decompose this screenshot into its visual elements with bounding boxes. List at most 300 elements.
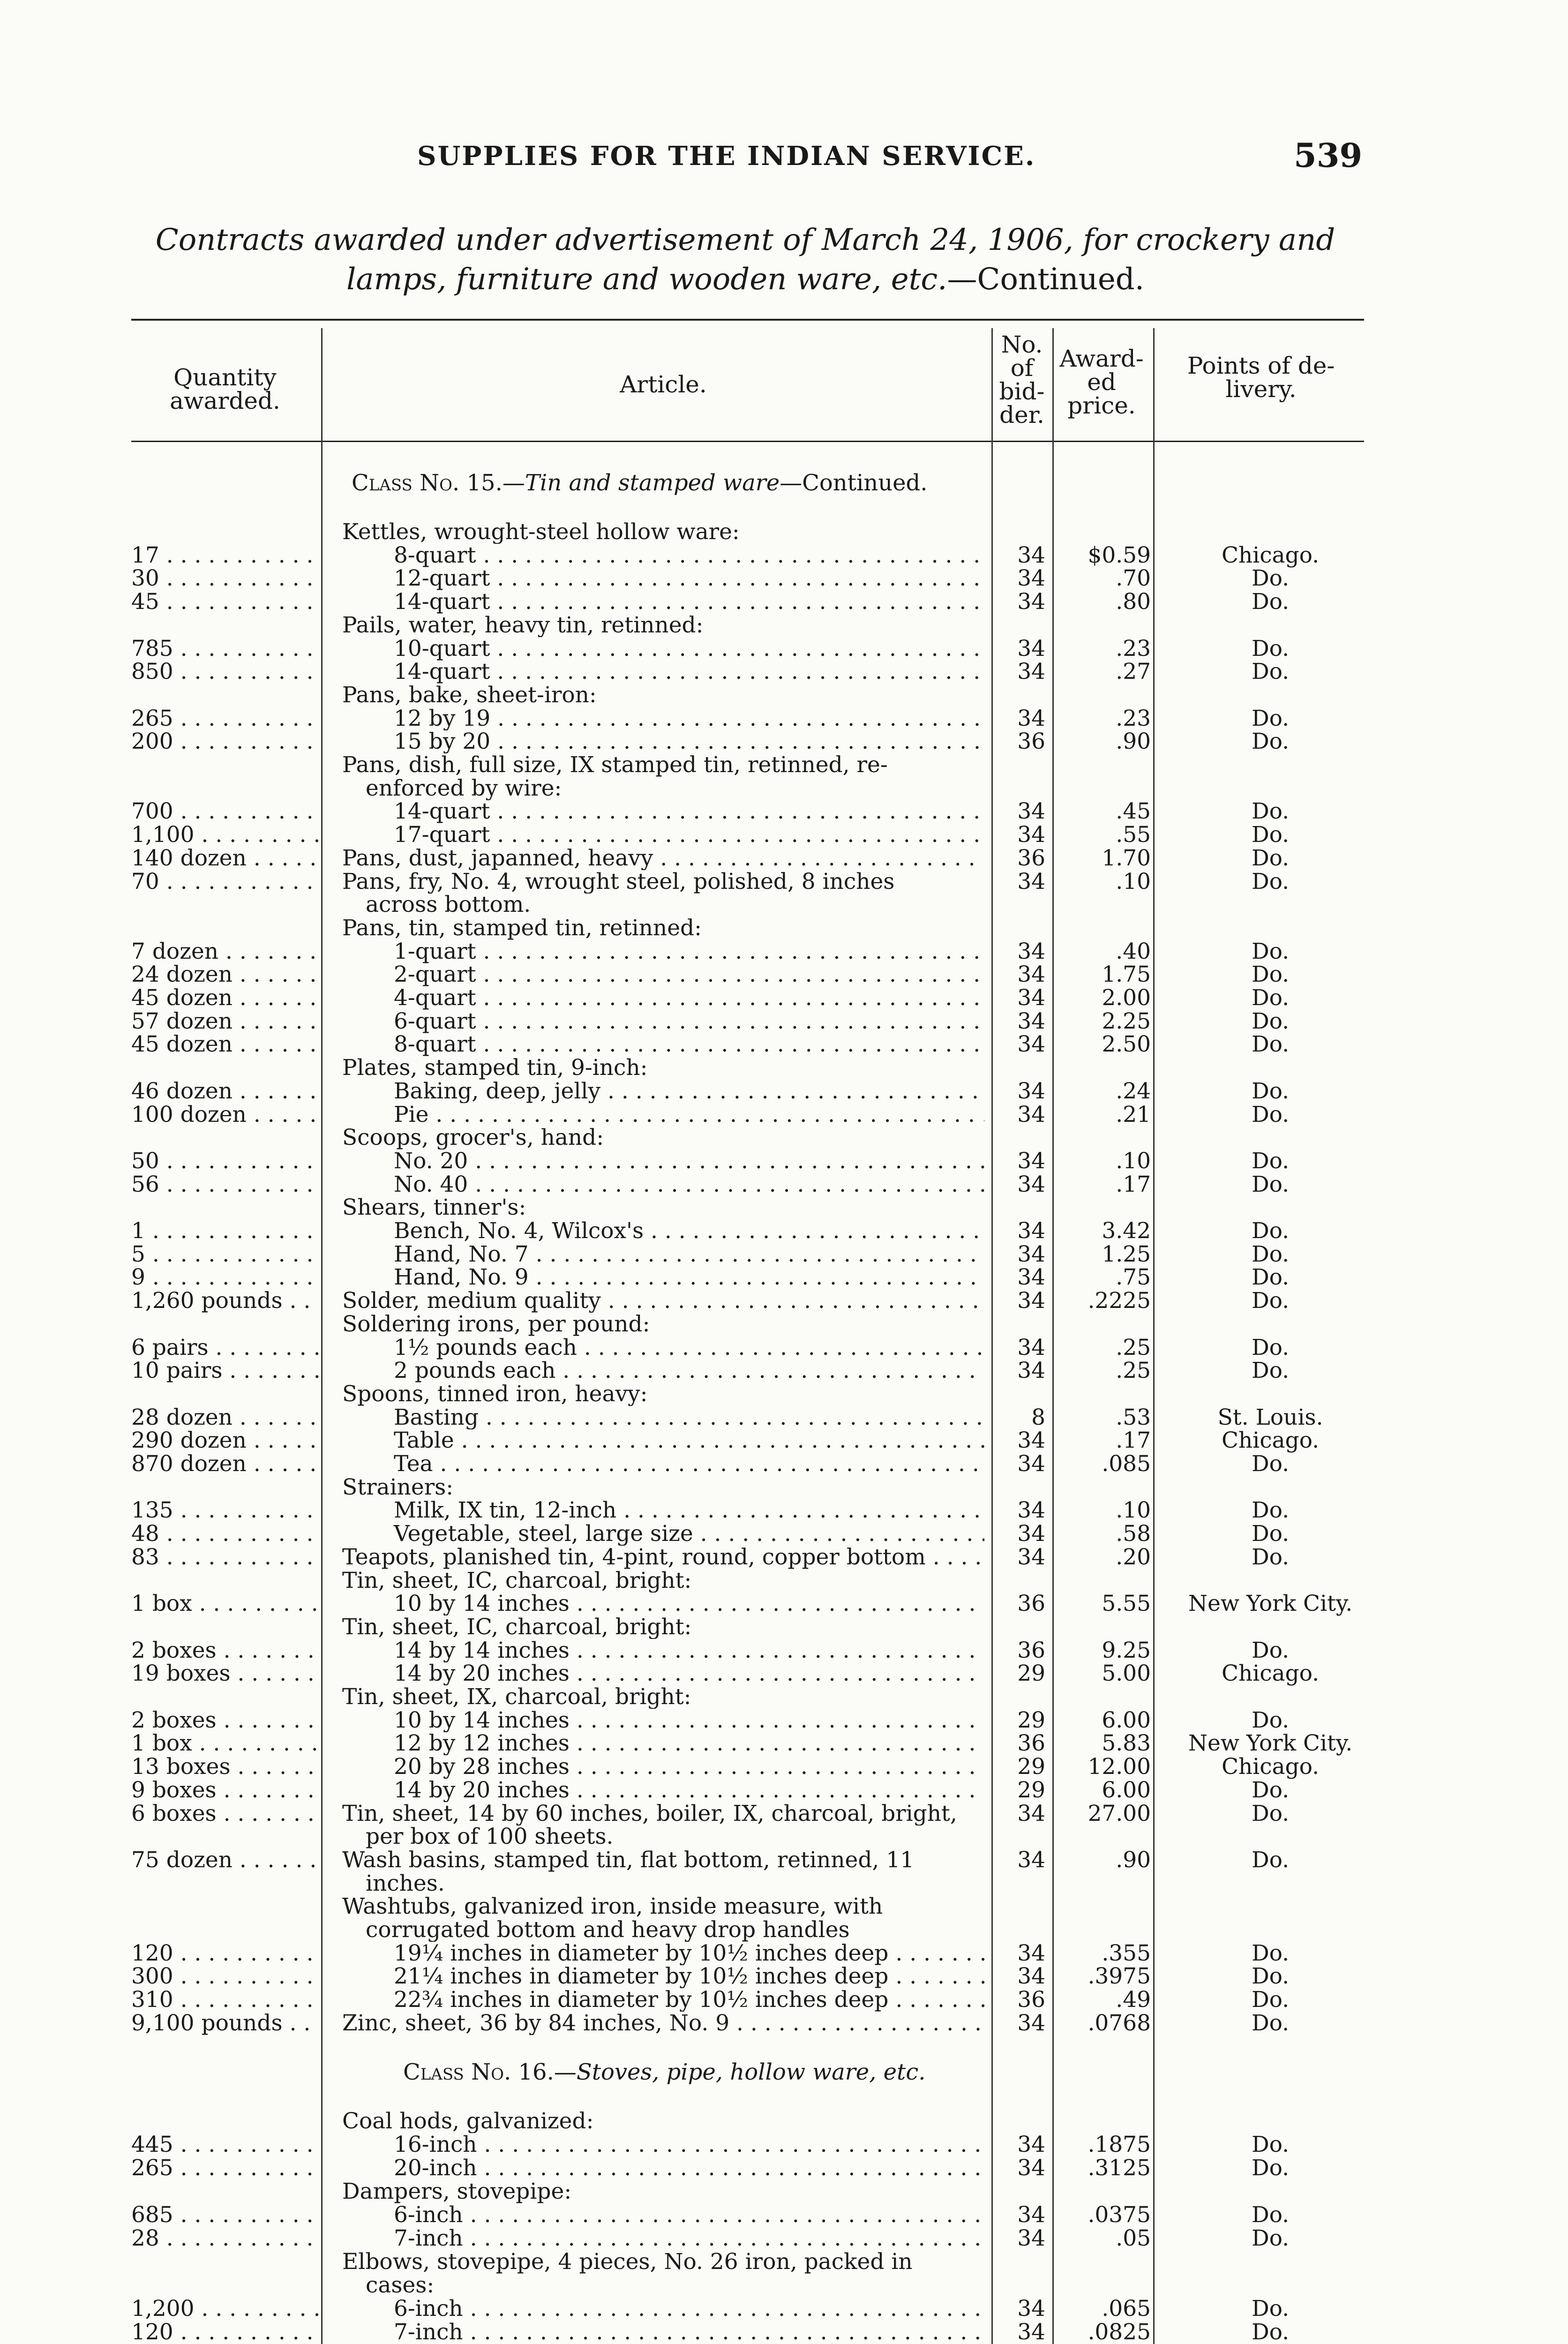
bidder-cell: 34: [1017, 938, 1045, 964]
price-cell: .53: [1116, 1404, 1151, 1430]
price-cell: .20: [1116, 1544, 1151, 1570]
class-15-suffix: —Continued.: [780, 470, 928, 496]
delivery-cell: Do.: [1251, 868, 1290, 894]
article-cell: 12 by 19 . . .: [342, 707, 984, 730]
article-cell: 2 pounds each . . .: [342, 1359, 984, 1382]
delivery-cell: Do.: [1251, 985, 1290, 1011]
price-cell: .25: [1116, 1334, 1151, 1360]
bidder-cell: 34: [1017, 2296, 1045, 2321]
bidder-cell: 34: [1017, 1008, 1045, 1034]
article-cell: across bottom.: [366, 893, 531, 917]
price-cell: .23: [1116, 705, 1151, 731]
bidder-cell: 34: [1017, 1171, 1045, 1197]
quantity-cell: 9 boxes . . .: [131, 1779, 319, 1802]
table-row: [0, 1825, 1568, 1848]
col-header-price: Award-ed price.: [1059, 345, 1144, 419]
quantity-cell: 5 . . .: [131, 1243, 319, 1266]
article-cell: Plates, stamped tin, 9-inch:: [342, 1056, 648, 1080]
quantity-cell: 265 . . .: [131, 2156, 319, 2180]
article-cell: 20 by 28 inches . . .: [342, 1755, 984, 1779]
delivery-cell: Do.: [1251, 1637, 1290, 1663]
price-cell: .05: [1116, 2225, 1151, 2251]
table-row: [0, 1010, 1568, 1033]
article-cell: Washtubs, galvanized iron, inside measure, with: [342, 1895, 883, 1919]
article-cell: corrugated bottom and heavy drop handles: [366, 1918, 850, 1942]
price-cell: .2225: [1088, 1288, 1151, 1314]
bidder-cell: 34: [1017, 1078, 1045, 1104]
table-row: [0, 1546, 1568, 1569]
table-row: [0, 1289, 1568, 1313]
price-cell: .40: [1116, 938, 1151, 964]
price-cell: .0825: [1088, 2319, 1151, 2344]
quantity-cell: 140 dozen . . .: [131, 847, 319, 870]
bidder-cell: 34: [1017, 1334, 1045, 1360]
table-row: [0, 1080, 1568, 1103]
quantity-cell: 48 . . .: [131, 1522, 319, 1546]
article-cell: Tin, sheet, IX, charcoal, bright:: [342, 1685, 691, 1709]
article-cell: per box of 100 sheets.: [366, 1825, 614, 1849]
article-cell: cases:: [366, 2274, 435, 2297]
table-row: [0, 1196, 1568, 1219]
price-cell: 9.25: [1102, 1637, 1151, 1663]
quantity-cell: 9,100 pounds . . .: [131, 2012, 319, 2035]
article-cell: 16-inch . . .: [342, 2133, 984, 2156]
delivery-cell: Chicago.: [1221, 542, 1320, 568]
table-row: [0, 637, 1568, 661]
bidder-cell: 34: [1017, 1288, 1045, 1314]
bidder-cell: 34: [1017, 1241, 1045, 1267]
table-row: [0, 1755, 1568, 1779]
table-row: [0, 777, 1568, 800]
article-cell: Dampers, stovepipe:: [342, 2180, 572, 2203]
delivery-cell: Do.: [1251, 2296, 1290, 2321]
quantity-cell: 45 dozen . . .: [131, 986, 319, 1010]
article-cell: Table . . .: [342, 1429, 984, 1452]
delivery-cell: Do.: [1251, 2319, 1290, 2344]
class-16-label: Class No. 16.—: [403, 2059, 577, 2085]
table-row: [0, 544, 1568, 567]
delivery-cell: Do.: [1251, 1148, 1290, 1174]
col-header-article: Article.: [620, 371, 707, 398]
article-cell: Pans, tin, stamped tin, retinned:: [342, 916, 702, 940]
delivery-cell: Do.: [1251, 1777, 1290, 1803]
quantity-cell: 6 boxes . . .: [131, 1802, 319, 1826]
delivery-cell: Do.: [1251, 1451, 1290, 1477]
price-cell: $0.59: [1088, 542, 1151, 568]
quantity-cell: 75 dozen . . .: [131, 1848, 319, 1872]
article-cell: 12-quart . . .: [342, 567, 984, 590]
bidder-cell: 29: [1017, 1754, 1045, 1780]
delivery-cell: Do.: [1251, 1940, 1290, 1966]
quantity-cell: 300 . . .: [131, 1965, 319, 1988]
table-row: [0, 870, 1568, 894]
table-row: [0, 1406, 1568, 1429]
delivery-cell: New York City.: [1188, 1591, 1353, 1617]
article-cell: No. 20 . . .: [342, 1149, 984, 1173]
quantity-cell: 1 box . . .: [131, 1592, 319, 1615]
article-cell: Hand, No. 7 . . .: [342, 1243, 984, 1266]
article-cell: 6-quart . . .: [342, 1010, 984, 1033]
bidder-cell: 8: [1031, 1404, 1045, 1430]
article-cell: Baking, deep, jelly . . .: [342, 1080, 984, 1103]
price-cell: .21: [1116, 1101, 1151, 1127]
delivery-cell: Do.: [1251, 1521, 1290, 1547]
table-row: [0, 2227, 1568, 2250]
article-cell: enforced by wire:: [366, 776, 562, 800]
quantity-cell: 2 boxes . . .: [131, 1639, 319, 1662]
bidder-cell: 34: [1017, 868, 1045, 894]
bidder-cell: 34: [1017, 1497, 1045, 1524]
col-header-quantity: Quantity awarded.: [170, 364, 280, 414]
article-cell: 10 by 14 inches . . .: [342, 1709, 984, 1732]
table-caption: [131, 220, 1359, 299]
article-cell: 8-quart . . .: [342, 1033, 984, 1056]
price-cell: .45: [1116, 798, 1151, 825]
article-cell: inches.: [366, 1871, 445, 1895]
price-cell: .23: [1116, 635, 1151, 661]
table-row: [0, 660, 1568, 684]
price-cell: 1.25: [1102, 1241, 1151, 1267]
delivery-cell: Do.: [1251, 729, 1290, 755]
bidder-cell: 34: [1017, 985, 1045, 1011]
table-row: [0, 1103, 1568, 1127]
quantity-cell: 13 boxes . . .: [131, 1755, 319, 1779]
table-row: [0, 893, 1568, 917]
table-row: [0, 1988, 1568, 2012]
price-cell: .3975: [1088, 1963, 1151, 1990]
article-cell: 14 by 14 inches . . .: [342, 1639, 984, 1662]
bidder-cell: 36: [1017, 1987, 1045, 2013]
article-cell: 10-quart . . .: [342, 637, 984, 661]
bidder-cell: 36: [1017, 1591, 1045, 1617]
table-row: [0, 2180, 1568, 2203]
quantity-cell: 70 . . .: [131, 870, 319, 894]
article-cell: Pie . . .: [342, 1103, 984, 1127]
article-cell: Pails, water, heavy tin, retinned:: [342, 613, 704, 637]
bidder-cell: 34: [1017, 1521, 1045, 1547]
table-row: [0, 1639, 1568, 1662]
bidder-cell: 34: [1017, 589, 1045, 615]
delivery-cell: St. Louis.: [1217, 1404, 1323, 1430]
table-row: [0, 1615, 1568, 1639]
price-cell: 27.00: [1088, 1800, 1151, 1826]
table-row: [0, 1033, 1568, 1056]
bidder-cell: 34: [1017, 2155, 1045, 2181]
quantity-cell: 135 . . .: [131, 1499, 319, 1522]
table-row: [0, 1382, 1568, 1406]
article-cell: 8-quart . . .: [342, 544, 984, 567]
caption-continued: —Continued.: [947, 262, 1145, 297]
table-row: [0, 1429, 1568, 1452]
table-row: [0, 847, 1568, 870]
article-cell: 14-quart . . .: [342, 800, 984, 823]
article-cell: Pans, dish, full size, IX stamped tin, retinned, re-: [342, 753, 888, 777]
bidder-cell: 34: [1017, 2010, 1045, 2036]
table-row: [0, 1848, 1568, 1872]
table-row: [0, 986, 1568, 1010]
bidder-cell: 34: [1017, 2202, 1045, 2228]
bidder-cell: 34: [1017, 1148, 1045, 1174]
price-cell: .0375: [1088, 2202, 1151, 2228]
delivery-cell: Do.: [1251, 1707, 1290, 1733]
bidder-cell: 34: [1017, 962, 1045, 988]
table-row: [0, 684, 1568, 707]
caption-text: Contracts awarded under advertisement of March 24, 1906, for crockery and lamps, furniture and wooden ware, etc.: [155, 223, 1335, 297]
delivery-cell: Do.: [1251, 1218, 1290, 1244]
bidder-cell: 34: [1017, 1358, 1045, 1384]
delivery-cell: Do.: [1251, 1334, 1290, 1360]
table-row: [0, 2297, 1568, 2321]
bidder-cell: 34: [1017, 705, 1045, 731]
quantity-cell: 785 . . .: [131, 637, 319, 661]
delivery-cell: Do.: [1251, 1264, 1290, 1291]
article-cell: Tin, sheet, IC, charcoal, bright:: [342, 1569, 692, 1593]
article-cell: 12 by 12 inches . . .: [342, 1732, 984, 1755]
price-cell: .75: [1116, 1264, 1151, 1291]
price-cell: 2.00: [1102, 985, 1151, 1011]
table-row: [0, 1219, 1568, 1243]
article-cell: Tin, sheet, IC, charcoal, bright:: [342, 1615, 692, 1639]
bidder-cell: 34: [1017, 1940, 1045, 1966]
article-cell: 15 by 20 . . .: [342, 730, 984, 753]
bidder-cell: 34: [1017, 1544, 1045, 1570]
delivery-cell: Do.: [1251, 1358, 1290, 1384]
quantity-cell: 1 . . .: [131, 1219, 319, 1243]
delivery-cell: Do.: [1251, 705, 1290, 731]
price-cell: .90: [1116, 729, 1151, 755]
delivery-cell: Do.: [1251, 589, 1290, 615]
table-row: [0, 1802, 1568, 1826]
delivery-cell: Do.: [1251, 565, 1290, 592]
price-cell: .10: [1116, 868, 1151, 894]
table-row: [0, 940, 1568, 963]
bidder-cell: 34: [1017, 542, 1045, 568]
price-cell: 1.75: [1102, 962, 1151, 988]
delivery-cell: Do.: [1251, 1987, 1290, 2013]
quantity-cell: 28 dozen . . .: [131, 1406, 319, 1429]
table-row: [0, 1266, 1568, 1289]
delivery-cell: Do.: [1251, 659, 1290, 685]
quantity-cell: 30 . . .: [131, 567, 319, 590]
class-15-label: Class No. 15.—: [352, 470, 525, 496]
header-bottom-rule: [131, 441, 1364, 442]
table-row: [0, 1522, 1568, 1546]
price-cell: 6.00: [1102, 1707, 1151, 1733]
delivery-cell: Chicago.: [1221, 1660, 1320, 1687]
article-cell: Pans, dust, japanned, heavy . . .: [342, 847, 984, 870]
delivery-cell: Do.: [1251, 1847, 1290, 1873]
price-cell: .3125: [1088, 2155, 1151, 2181]
table-row: [0, 1732, 1568, 1755]
table-row: [0, 1918, 1568, 1942]
class-15-title: [352, 471, 928, 495]
article-cell: Vegetable, steel, large size . . .: [342, 1522, 984, 1546]
bidder-cell: 34: [1017, 2132, 1045, 2157]
table-row: [0, 1243, 1568, 1266]
price-cell: .17: [1116, 1427, 1151, 1454]
price-cell: .49: [1116, 1987, 1151, 2013]
table-row: [0, 917, 1568, 940]
article-cell: 21¼ inches in diameter by 10½ inches deep . . .: [342, 1965, 984, 1988]
article-cell: No. 40 . . .: [342, 1173, 984, 1196]
delivery-cell: Chicago.: [1221, 1427, 1320, 1454]
table-row: [0, 1149, 1568, 1173]
table-row: [0, 1336, 1568, 1360]
quantity-cell: 1,100 . . .: [131, 823, 319, 847]
article-cell: Hand, No. 9 . . .: [342, 1266, 984, 1289]
table-top-rule: [131, 319, 1364, 321]
table-row: [0, 1965, 1568, 1988]
table-row: [0, 1359, 1568, 1382]
price-cell: 2.25: [1102, 1008, 1151, 1034]
article-cell: Scoops, grocer's, hand:: [342, 1126, 604, 1150]
article-cell: Teapots, planished tin, 4-pint, round, copper bottom . . .: [342, 1546, 984, 1569]
article-cell: Elbows, stovepipe, 4 pieces, No. 26 iron, packed in: [342, 2250, 913, 2274]
article-cell: 7-inch . . .: [342, 2227, 984, 2250]
table-row: [0, 1709, 1568, 1732]
delivery-cell: Do.: [1251, 798, 1290, 825]
delivery-cell: Chicago.: [1221, 1754, 1320, 1780]
bidder-cell: 34: [1017, 2225, 1045, 2251]
quantity-cell: 100 dozen . . .: [131, 1103, 319, 1127]
quantity-cell: 265 . . .: [131, 707, 319, 730]
table-row: [0, 2321, 1568, 2344]
price-cell: .10: [1116, 1148, 1151, 1174]
table-row: [0, 1569, 1568, 1593]
table-row: [0, 1126, 1568, 1149]
quantity-cell: 24 dozen . . .: [131, 963, 319, 986]
table-row: [0, 1779, 1568, 1802]
quantity-cell: 290 dozen . . .: [131, 1429, 319, 1452]
article-cell: 14-quart . . .: [342, 660, 984, 684]
bidder-cell: 34: [1017, 565, 1045, 592]
article-cell: 17-quart . . .: [342, 823, 984, 847]
article-cell: Tin, sheet, 14 by 60 inches, boiler, IX, charcoal, bright,: [342, 1802, 957, 1826]
delivery-cell: Do.: [1251, 2010, 1290, 2036]
table-row: [0, 2156, 1568, 2180]
article-cell: 6-inch . . .: [342, 2297, 984, 2321]
delivery-cell: Do.: [1251, 962, 1290, 988]
quantity-cell: 45 dozen . . .: [131, 1033, 319, 1056]
delivery-cell: Do.: [1251, 938, 1290, 964]
price-cell: .90: [1116, 1847, 1151, 1873]
table-row: [0, 1313, 1568, 1336]
col-header-bidder: No. of bid-der.: [999, 331, 1045, 428]
quantity-cell: 445 . . .: [131, 2133, 319, 2156]
delivery-cell: Do.: [1251, 845, 1290, 871]
delivery-cell: Do.: [1251, 1171, 1290, 1197]
table-row: [0, 800, 1568, 823]
bidder-cell: 34: [1017, 798, 1045, 825]
delivery-cell: Do.: [1251, 2132, 1290, 2157]
price-cell: .10: [1116, 1497, 1151, 1524]
article-cell: 22¾ inches in diameter by 10½ inches deep . . .: [342, 1988, 984, 2012]
quantity-cell: 120 . . .: [131, 1942, 319, 1965]
quantity-cell: 1,200 . . .: [131, 2297, 319, 2321]
delivery-cell: Do.: [1251, 1544, 1290, 1570]
article-cell: Kettles, wrought-steel hollow ware:: [342, 520, 740, 544]
table-row: [0, 2250, 1568, 2274]
article-cell: Pans, bake, sheet-iron:: [342, 683, 597, 707]
table-row: [0, 823, 1568, 847]
delivery-cell: Do.: [1251, 1800, 1290, 1826]
price-cell: .0768: [1088, 2010, 1151, 2036]
quantity-cell: 45 . . .: [131, 590, 319, 614]
bidder-cell: 34: [1017, 822, 1045, 848]
table-row: [0, 567, 1568, 590]
quantity-cell: 9 . . .: [131, 1266, 319, 1289]
quantity-cell: 56 . . .: [131, 1173, 319, 1196]
price-cell: 3.42: [1102, 1218, 1151, 1244]
quantity-cell: 700 . . .: [131, 800, 319, 823]
bidder-cell: 34: [1017, 1427, 1045, 1454]
table-row: [0, 753, 1568, 777]
article-cell: Zinc, sheet, 36 by 84 inches, No. 9 . . .: [342, 2012, 984, 2035]
quantity-cell: 50 . . .: [131, 1149, 319, 1173]
delivery-cell: Do.: [1251, 1031, 1290, 1058]
bidder-cell: 36: [1017, 1730, 1045, 1757]
article-cell: Pans, fry, No. 4, wrought steel, polished, 8 inches: [342, 870, 895, 894]
delivery-cell: Do.: [1251, 1288, 1290, 1314]
article-cell: 1-quart . . .: [342, 940, 984, 963]
quantity-cell: 870 dozen . . .: [131, 1452, 319, 1476]
price-cell: .58: [1116, 1521, 1151, 1547]
bidder-cell: 36: [1017, 729, 1045, 755]
table-row: [0, 1173, 1568, 1196]
table-row: [0, 1872, 1568, 1895]
quantity-cell: 57 dozen . . .: [131, 1010, 319, 1033]
quantity-cell: 6 pairs . . .: [131, 1336, 319, 1360]
table-row: [0, 2274, 1568, 2297]
price-cell: 1.70: [1102, 845, 1151, 871]
quantity-cell: 685 . . .: [131, 2203, 319, 2227]
table-row: [0, 590, 1568, 614]
price-cell: 5.00: [1102, 1660, 1151, 1687]
delivery-cell: Do.: [1251, 1078, 1290, 1104]
quantity-cell: 310 . . .: [131, 1988, 319, 2012]
price-cell: .80: [1116, 589, 1151, 615]
bidder-cell: 34: [1017, 1264, 1045, 1291]
bidder-cell: 29: [1017, 1707, 1045, 1733]
quantity-cell: 2 boxes . . .: [131, 1709, 319, 1732]
article-cell: 14 by 20 inches . . .: [342, 1779, 984, 1802]
bidder-cell: 36: [1017, 1637, 1045, 1663]
price-cell: .1875: [1088, 2132, 1151, 2157]
table-row: [0, 1942, 1568, 1965]
quantity-cell: 1 box . . .: [131, 1732, 319, 1755]
quantity-cell: 200 . . .: [131, 730, 319, 753]
delivery-cell: Do.: [1251, 2225, 1290, 2251]
article-cell: 1½ pounds each . . .: [342, 1336, 984, 1360]
delivery-cell: Do.: [1251, 1497, 1290, 1524]
article-cell: 4-quart . . .: [342, 986, 984, 1010]
price-cell: .55: [1116, 822, 1151, 848]
table-row: [0, 1452, 1568, 1476]
quantity-cell: 850 . . .: [131, 660, 319, 684]
delivery-cell: Do.: [1251, 635, 1290, 661]
delivery-cell: Do.: [1251, 2155, 1290, 2181]
quantity-cell: 28 . . .: [131, 2227, 319, 2250]
table-row: [0, 730, 1568, 753]
price-cell: .27: [1116, 659, 1151, 685]
quantity-cell: 7 dozen . . .: [131, 940, 319, 963]
price-cell: .085: [1102, 1451, 1151, 1477]
table-row: [0, 1662, 1568, 1685]
price-cell: 5.83: [1102, 1730, 1151, 1757]
price-cell: 12.00: [1088, 1754, 1151, 1780]
article-cell: 14 by 20 inches . . .: [342, 1662, 984, 1685]
article-cell: Bench, No. 4, Wilcox's . . .: [342, 1219, 984, 1243]
